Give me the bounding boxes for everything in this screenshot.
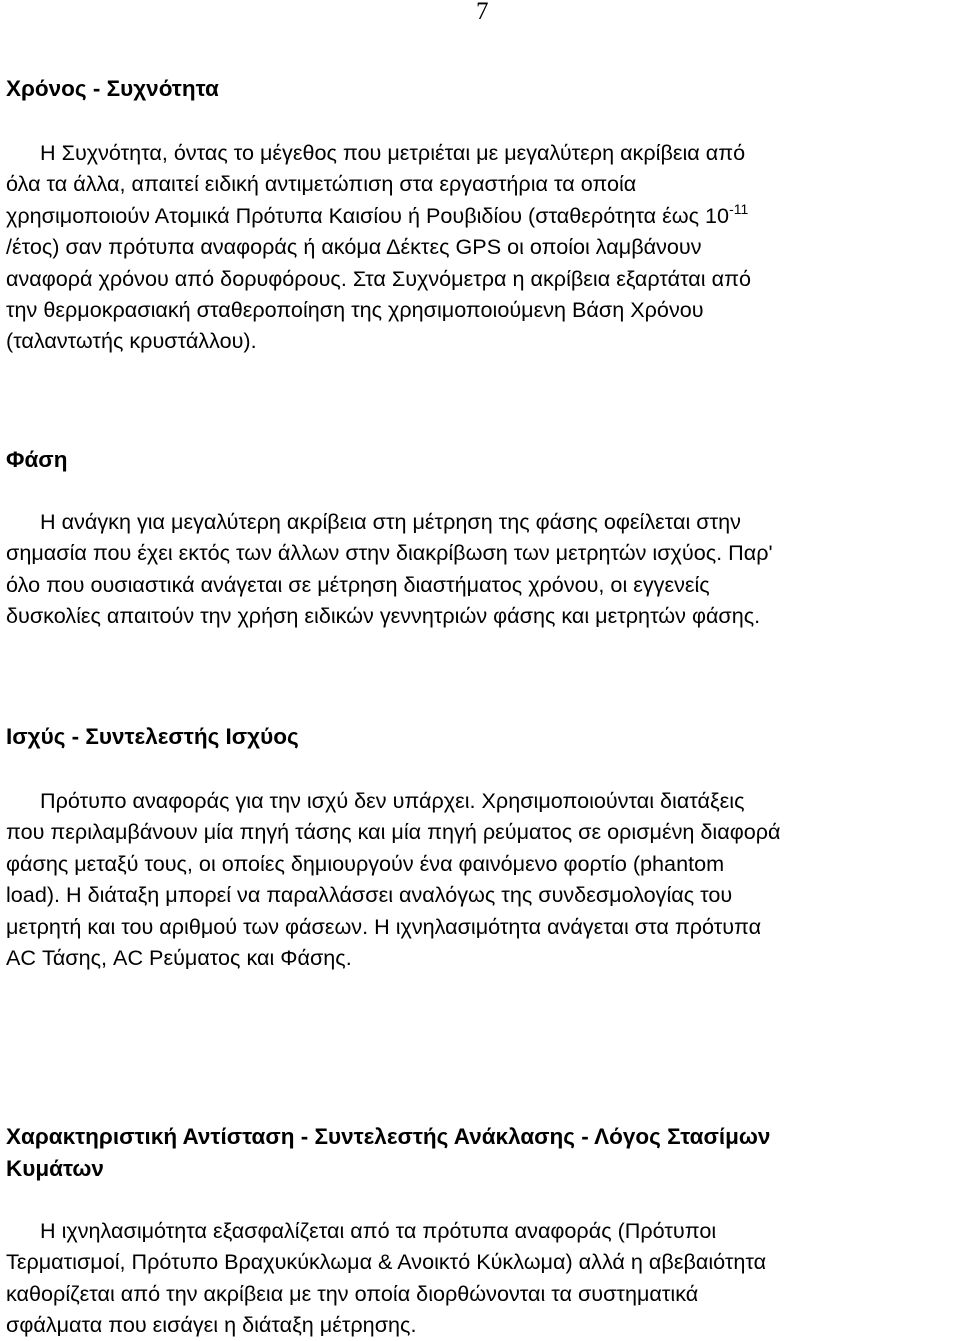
paragraph-line: δυσκολίες απαιτούν την χρήση ειδικών γεννητριών φάσης και μετρητών φάσης. [6, 603, 761, 629]
paragraph-line: όλο που ουσιαστικά ανάγεται σε μέτρηση διαστήματος χρόνου, οι εγγενείς [6, 571, 710, 597]
paragraph-line: σημασία που έχει εκτός των άλλων στην διακρίβωση των μετρητών ισχύος. Παρ' [6, 540, 773, 566]
paragraph-line [6, 200, 960, 231]
paragraph-line: Η Συχνότητα, όντας το μέγεθος που μετριέται με μεγαλύτερη ακρίβεια από [40, 140, 746, 165]
superscript-exponent: -11 [729, 200, 749, 217]
section-heading-phase: Φάση [6, 447, 68, 472]
paragraph-line: όλα τα άλλα, απαιτεί ειδική αντιμετώπιση στα εργαστήρια τα οποία [6, 171, 637, 197]
paragraph-line: AC Τάσης, AC Ρεύματος και Φάσης. [6, 945, 352, 971]
paragraph-line: (ταλαντωτής κρυστάλλου). [6, 328, 257, 354]
paragraph-line: Η ανάγκη για μεγαλύτερη ακρίβεια στη μέτρηση της φάσης οφείλεται στην [40, 509, 741, 534]
section-heading-time-frequency: Χρόνος - Συχνότητα [6, 76, 219, 101]
paragraph-line: Τερματισμοί, Πρότυπο Βραχυκύκλωμα & Ανοικτό Κύκλωμα) αλλά η αβεβαιότητα [6, 1249, 767, 1275]
paragraph-line-text: χρησιμοποιούν Ατομικά Πρότυπα Καισίου ή Ρουβιδίου (σταθερότητα έως 10 [6, 202, 730, 228]
paragraph-line: Η ιχνηλασιμότητα εξασφαλίζεται από τα πρότυπα αναφοράς (Πρότυποι [40, 1218, 717, 1243]
heading-line: Κυμάτων [6, 1156, 104, 1181]
section-paragraph-time-frequency [6, 137, 960, 357]
paragraph-line: /έτος) σαν πρότυπα αναφοράς ή ακόμα Δέκτες GPS οι οποίοι λαμβάνουν [6, 234, 702, 260]
section-heading-impedance [6, 1121, 770, 1185]
paragraph-line: load). Η διάταξη μπορεί να παραλλάσσει αναλόγως της συνδεσμολογίας του [6, 882, 733, 908]
section-paragraph-impedance [6, 1215, 960, 1341]
paragraph-line: φάσης μεταξύ τους, οι οποίες δημιουργούν ένα φαινόμενο φορτίο (phantom [6, 850, 725, 876]
paragraph-line: σφάλματα που εισάγει η διάταξη μέτρησης. [6, 1312, 417, 1338]
page-number: 7 [476, 0, 489, 25]
paragraph-line: αναφορά χρόνου από δορυφόρους. Στα Συχνόμετρα η ακρίβεια εξαρτάται από [6, 265, 751, 291]
paragraph-line: Πρότυπο αναφοράς για την ισχύ δεν υπάρχει. Χρησιμοποιούνται διατάξεις [40, 788, 745, 813]
section-paragraph-power [6, 785, 960, 973]
section-heading-power: Ισχύς - Συντελεστής Ισχύος [6, 724, 299, 749]
paragraph-line: που περιλαμβάνουν μία πηγή τάσης και μία πηγή ρεύματος σε ορισμένη διαφορά [6, 819, 781, 845]
heading-line: Χαρακτηριστική Αντίσταση - Συντελεστής Ανάκλασης - Λόγος Στασίμων [6, 1124, 771, 1149]
paragraph-line: καθορίζεται από την ακρίβεια με την οποία διορθώνονται τα συστηματικά [6, 1280, 699, 1306]
section-paragraph-phase [6, 506, 960, 632]
paragraph-line: την θερμοκρασιακή σταθεροποίηση της χρησιμοποιούμενη Βάση Χρόνου [6, 297, 704, 323]
paragraph-line: μετρητή και του αριθμού των φάσεων. Η ιχνηλασιμότητα ανάγεται στα πρότυπα [6, 913, 762, 939]
